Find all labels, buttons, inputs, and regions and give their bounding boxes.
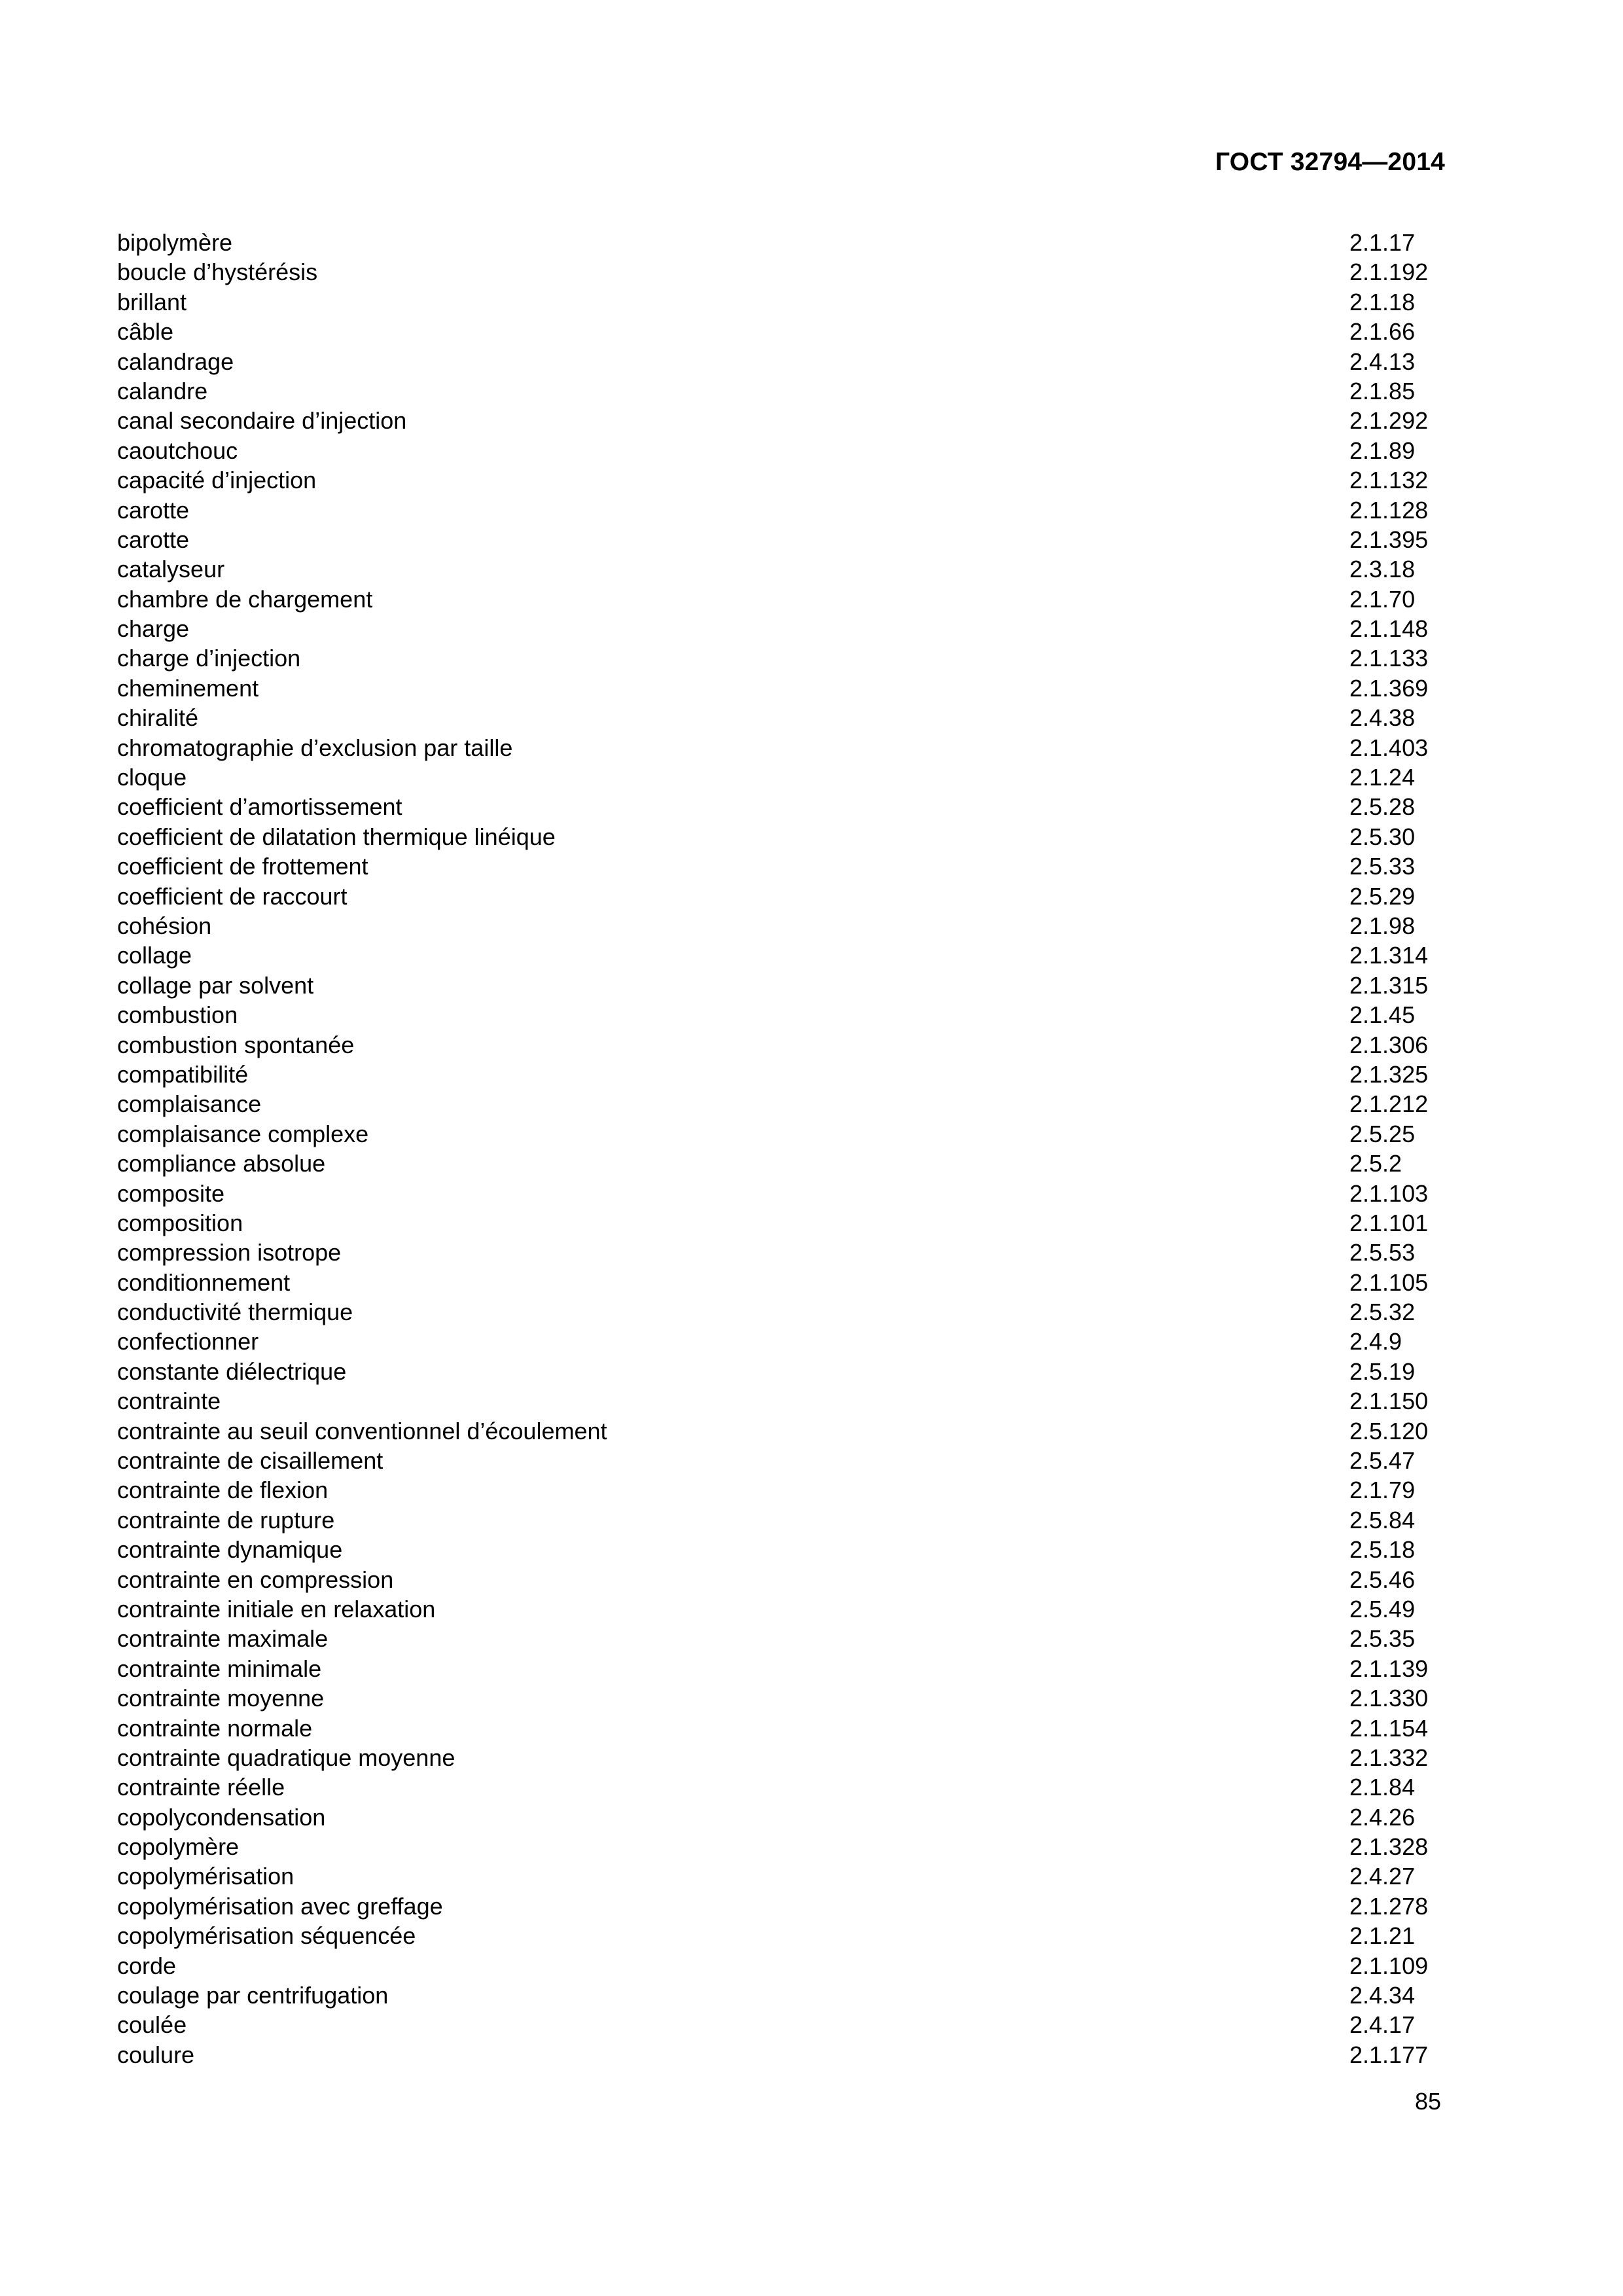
index-entry bbox=[117, 792, 1446, 821]
index-ref-number: 2.1.369 bbox=[1349, 674, 1429, 702]
index-entry bbox=[117, 1089, 1446, 1119]
index-ref-number: 2.1.332 bbox=[1349, 1744, 1429, 1771]
index-ref-number: 2.5.35 bbox=[1349, 1625, 1416, 1653]
page-number: 85 bbox=[1414, 2088, 1441, 2115]
index-entry bbox=[117, 911, 1446, 941]
index-term: compression isotrope bbox=[117, 1239, 342, 1266]
index-ref-number: 2.5.49 bbox=[1349, 1595, 1416, 1623]
index-term: collage bbox=[117, 942, 192, 969]
index-ref-number: 2.1.292 bbox=[1349, 407, 1429, 435]
index-entry bbox=[117, 1832, 1446, 1861]
index-term: confectionner bbox=[117, 1328, 259, 1355]
index-entry bbox=[117, 643, 1446, 673]
index-term: coefficient de frottement bbox=[117, 853, 368, 880]
index-entry bbox=[117, 584, 1446, 614]
index-ref-number: 2.1.17 bbox=[1349, 229, 1416, 256]
index-term: chromatographie d’exclusion par taille bbox=[117, 734, 513, 761]
index-term: canal secondaire d’injection bbox=[117, 407, 407, 435]
index-ref-number: 2.5.2 bbox=[1349, 1150, 1402, 1177]
index-term: calandrage bbox=[117, 348, 234, 375]
index-entry bbox=[117, 1119, 1446, 1149]
index-term: calandre bbox=[117, 377, 208, 404]
index-entry bbox=[117, 733, 1446, 762]
index-entry bbox=[117, 1594, 1446, 1624]
index-entry bbox=[117, 554, 1446, 584]
index-ref-number: 2.5.30 bbox=[1349, 823, 1416, 850]
index-entry bbox=[117, 287, 1446, 317]
index-entry bbox=[117, 347, 1446, 376]
index-term: coulée bbox=[117, 2011, 187, 2039]
index-entry bbox=[117, 762, 1446, 792]
index-entry bbox=[117, 1683, 1446, 1713]
index-term: copolymérisation séquencée bbox=[117, 1922, 416, 1950]
index-entry bbox=[117, 1149, 1446, 1178]
index-entry bbox=[117, 1268, 1446, 1297]
index-term: capacité d’injection bbox=[117, 467, 317, 494]
index-ref-number: 2.1.150 bbox=[1349, 1388, 1429, 1415]
index-ref-number: 2.4.26 bbox=[1349, 1803, 1416, 1831]
index-entry bbox=[117, 1743, 1446, 1772]
index-ref-number: 2.1.132 bbox=[1349, 467, 1429, 494]
index-term: charge d’injection bbox=[117, 645, 301, 672]
index-term: coefficient d’amortissement bbox=[117, 793, 402, 821]
index-ref-number: 2.1.139 bbox=[1349, 1655, 1429, 1682]
index-term: contrainte en compression bbox=[117, 1566, 394, 1593]
index-entry bbox=[117, 852, 1446, 881]
index-term: composite bbox=[117, 1179, 225, 1207]
index-entry bbox=[117, 1475, 1446, 1505]
index-term: catalyseur bbox=[117, 556, 225, 583]
index-term: copolymère bbox=[117, 1833, 240, 1861]
index-entry bbox=[117, 406, 1446, 435]
index-ref-number: 2.1.79 bbox=[1349, 1477, 1416, 1504]
index-term: contrainte de cisaillement bbox=[117, 1447, 383, 1475]
index-entry bbox=[117, 436, 1446, 465]
index-ref-number: 2.1.325 bbox=[1349, 1060, 1429, 1088]
index-ref-number: 2.1.98 bbox=[1349, 912, 1416, 939]
index-entry bbox=[117, 1803, 1446, 1832]
index-ref-number: 2.5.19 bbox=[1349, 1357, 1416, 1385]
index-entry bbox=[117, 822, 1446, 852]
index-entry bbox=[117, 1565, 1446, 1594]
index-ref-number: 2.4.27 bbox=[1349, 1863, 1416, 1890]
index-ref-number: 2.1.18 bbox=[1349, 288, 1416, 315]
index-ref-number: 2.1.314 bbox=[1349, 942, 1429, 969]
index-term: collage par solvent bbox=[117, 971, 314, 999]
index-ref-number: 2.1.133 bbox=[1349, 645, 1429, 672]
index-term: copolymérisation bbox=[117, 1863, 294, 1890]
index-ref-number: 2.1.85 bbox=[1349, 377, 1416, 404]
index-ref-number: 2.4.38 bbox=[1349, 704, 1416, 732]
index-ref-number: 2.1.212 bbox=[1349, 1090, 1429, 1118]
index-term: contrainte maximale bbox=[117, 1625, 329, 1653]
index-ref-number: 2.1.177 bbox=[1349, 2041, 1429, 2068]
index-ref-number: 2.1.395 bbox=[1349, 526, 1429, 553]
page-header-standard: ГОСТ 32794—2014 bbox=[1215, 148, 1445, 176]
index-entry bbox=[117, 1772, 1446, 1802]
index-entry bbox=[117, 465, 1446, 495]
index-ref-number: 2.1.192 bbox=[1349, 259, 1429, 286]
index-ref-number: 2.1.148 bbox=[1349, 615, 1429, 643]
index-term: cloque bbox=[117, 764, 187, 791]
index-entry bbox=[117, 1861, 1446, 1891]
index-entry bbox=[117, 1327, 1446, 1356]
index-term: compliance absolue bbox=[117, 1150, 326, 1177]
index-ref-number: 2.5.84 bbox=[1349, 1506, 1416, 1534]
index-entry bbox=[117, 1060, 1446, 1089]
index-ref-number: 2.4.9 bbox=[1349, 1328, 1402, 1355]
index-term: contrainte quadratique moyenne bbox=[117, 1744, 455, 1771]
index-entry bbox=[117, 376, 1446, 406]
index-ref-number: 2.1.103 bbox=[1349, 1179, 1429, 1207]
index-entry bbox=[117, 1357, 1446, 1386]
index-term: charge bbox=[117, 615, 190, 643]
index-term: câble bbox=[117, 318, 174, 346]
index-entry bbox=[117, 257, 1446, 287]
index-term: cohésion bbox=[117, 912, 212, 939]
index-entry bbox=[117, 1505, 1446, 1535]
index-term: copolymérisation avec greffage bbox=[117, 1892, 443, 1920]
index-term: conditionnement bbox=[117, 1268, 291, 1296]
index-entry bbox=[117, 1535, 1446, 1564]
index-ref-number: 2.5.120 bbox=[1349, 1417, 1429, 1444]
index-term: composition bbox=[117, 1209, 243, 1236]
index-entry bbox=[117, 614, 1446, 643]
index-term: coulure bbox=[117, 2041, 195, 2068]
index-term: contrainte au seuil conventionnel d’écoulement bbox=[117, 1417, 607, 1444]
index-entry bbox=[117, 317, 1446, 346]
index-ref-number: 2.1.154 bbox=[1349, 1714, 1429, 1742]
index-ref-number: 2.1.45 bbox=[1349, 1001, 1416, 1029]
index-entry bbox=[117, 1624, 1446, 1653]
index-term: coefficient de dilatation thermique linéique bbox=[117, 823, 556, 850]
index-term: corde bbox=[117, 1952, 177, 1979]
index-term: contrainte initiale en relaxation bbox=[117, 1595, 436, 1623]
index-ref-number: 2.5.53 bbox=[1349, 1239, 1416, 1266]
index-ref-number: 2.4.13 bbox=[1349, 348, 1416, 375]
index-ref-number: 2.5.29 bbox=[1349, 882, 1416, 910]
index-entry bbox=[117, 1892, 1446, 1921]
index-term: carotte bbox=[117, 496, 190, 524]
index-term: cheminement bbox=[117, 674, 259, 702]
index-term: constante diélectrique bbox=[117, 1357, 347, 1385]
index-ref-number: 2.1.306 bbox=[1349, 1031, 1429, 1058]
index-entry bbox=[117, 1981, 1446, 2010]
index-entry bbox=[117, 971, 1446, 1000]
index-entry bbox=[117, 1713, 1446, 1743]
index-entry bbox=[117, 1921, 1446, 1950]
index-term: chiralité bbox=[117, 704, 199, 732]
index-term: complaisance complexe bbox=[117, 1120, 369, 1147]
index-term: contrainte réelle bbox=[117, 1774, 285, 1801]
index-term: contrainte de flexion bbox=[117, 1477, 329, 1504]
index-ref-number: 2.1.84 bbox=[1349, 1774, 1416, 1801]
index-entry bbox=[117, 703, 1446, 732]
index-entry bbox=[117, 2010, 1446, 2039]
index-entry bbox=[117, 882, 1446, 911]
index-term: contrainte normale bbox=[117, 1714, 313, 1742]
index-ref-number: 2.5.28 bbox=[1349, 793, 1416, 821]
index-entry bbox=[117, 1000, 1446, 1030]
index-ref-number: 2.5.46 bbox=[1349, 1566, 1416, 1593]
index-entry bbox=[117, 1446, 1446, 1475]
index-ref-number: 2.3.18 bbox=[1349, 556, 1416, 583]
index-ref-number: 2.5.18 bbox=[1349, 1536, 1416, 1564]
index-term: complaisance bbox=[117, 1090, 262, 1118]
index-entry bbox=[117, 1238, 1446, 1267]
index-term: coulage par centrifugation bbox=[117, 1982, 389, 2009]
index-ref-number: 2.1.128 bbox=[1349, 496, 1429, 524]
index-term: contrainte dynamique bbox=[117, 1536, 343, 1564]
index-entry bbox=[117, 2040, 1446, 2070]
index-ref-number: 2.5.32 bbox=[1349, 1299, 1416, 1326]
index-ref-number: 2.1.21 bbox=[1349, 1922, 1416, 1950]
index-ref-number: 2.1.109 bbox=[1349, 1952, 1429, 1979]
index-term: bipolymère bbox=[117, 229, 233, 256]
index-entry bbox=[117, 1030, 1446, 1060]
index-ref-number: 2.1.89 bbox=[1349, 437, 1416, 464]
index-term: compatibilité bbox=[117, 1060, 249, 1088]
index-term: coefficient de raccourt bbox=[117, 882, 348, 910]
index-ref-number: 2.1.70 bbox=[1349, 585, 1416, 613]
index-term: chambre de chargement bbox=[117, 585, 373, 613]
index-entry bbox=[117, 1179, 1446, 1208]
index-ref-number: 2.1.403 bbox=[1349, 734, 1429, 761]
index-ref-number: 2.1.315 bbox=[1349, 971, 1429, 999]
index-term: carotte bbox=[117, 526, 190, 553]
index-ref-number: 2.1.101 bbox=[1349, 1209, 1429, 1236]
index-ref-number: 2.1.24 bbox=[1349, 764, 1416, 791]
index-term: caoutchouc bbox=[117, 437, 238, 464]
index-entry bbox=[117, 1654, 1446, 1683]
index-ref-number: 2.4.34 bbox=[1349, 1982, 1416, 2009]
index-term: combustion bbox=[117, 1001, 238, 1029]
index-entry bbox=[117, 1208, 1446, 1238]
index-entry bbox=[117, 1416, 1446, 1446]
index-term: contrainte de rupture bbox=[117, 1506, 335, 1534]
index-term: contrainte moyenne bbox=[117, 1685, 325, 1712]
index-ref-number: 2.5.33 bbox=[1349, 853, 1416, 880]
index-entry bbox=[117, 1386, 1446, 1416]
index-entry bbox=[117, 1951, 1446, 1981]
index-entry bbox=[117, 525, 1446, 554]
term-index-list bbox=[117, 228, 1446, 2070]
index-term: contrainte bbox=[117, 1388, 221, 1415]
index-term: brillant bbox=[117, 288, 187, 315]
index-ref-number: 2.4.17 bbox=[1349, 2011, 1416, 2039]
index-entry bbox=[117, 495, 1446, 525]
index-entry bbox=[117, 941, 1446, 970]
index-entry bbox=[117, 228, 1446, 257]
index-term: combustion spontanée bbox=[117, 1031, 355, 1058]
index-entry bbox=[117, 1297, 1446, 1327]
index-ref-number: 2.5.25 bbox=[1349, 1120, 1416, 1147]
index-ref-number: 2.1.66 bbox=[1349, 318, 1416, 346]
index-term: copolycondensation bbox=[117, 1803, 326, 1831]
index-ref-number: 2.1.328 bbox=[1349, 1833, 1429, 1861]
index-term: contrainte minimale bbox=[117, 1655, 322, 1682]
index-ref-number: 2.1.278 bbox=[1349, 1892, 1429, 1920]
index-entry bbox=[117, 673, 1446, 703]
index-ref-number: 2.1.105 bbox=[1349, 1268, 1429, 1296]
index-ref-number: 2.1.330 bbox=[1349, 1685, 1429, 1712]
index-term: boucle d’hystérésis bbox=[117, 259, 318, 286]
index-ref-number: 2.5.47 bbox=[1349, 1447, 1416, 1475]
index-term: conductivité thermique bbox=[117, 1299, 353, 1326]
